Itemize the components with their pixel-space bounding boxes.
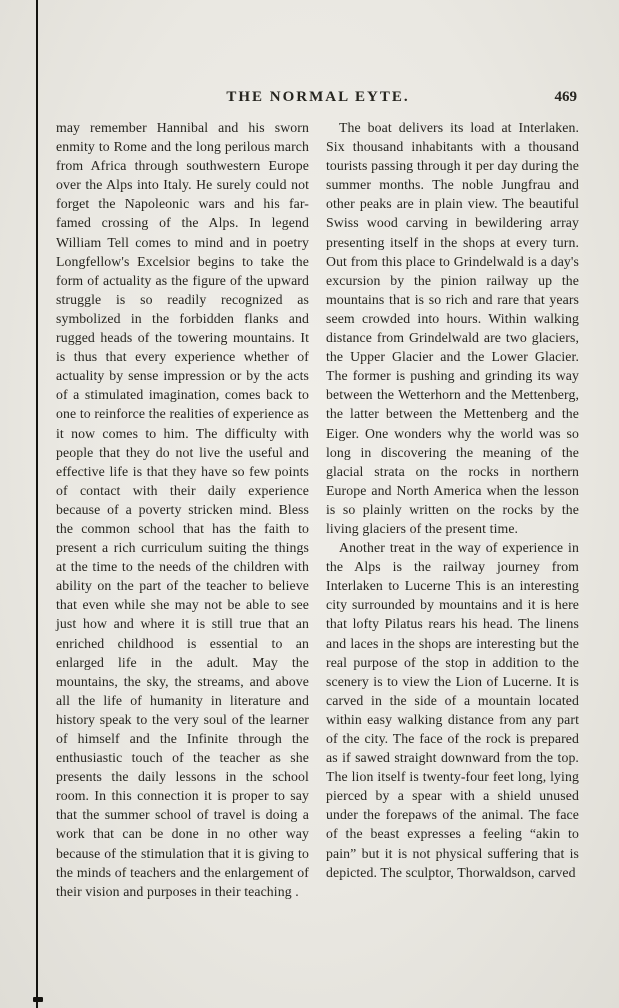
body-paragraph: may remember Hannibal and his sworn enmity to Rome and the long perilous march from Africa through southwestern Europe over the Alps into Italy. He surely could not forget the Napoleonic wars and his far-famed crossing of the Alps. In legend William Tell comes to mind and in poetry Longfellow's Excelsior begins to take the form of actuality as the figure of the upward struggle is so readily recognized as symbolized in the forbidden flanks and rugged heads of the towering mountains. It is thus that every experience whether of actuality by sense impression or by the acts of a stimulated imagination, comes back to one to reinforce the realities of experience as it now comes to him. The difficulty with people that they do not live the useful and effective life is that they have so few points of contact with their daily experience because of a poverty stricken mind. Bless the common school that has the faith to present a rich curriculum suiting the things at the time to the needs of the children with ability on the part of the teacher to believe that even while she may not be able to see just how and where it is still true that an enriched childhood is essential to an enlarged life in the adult. May the mountains, the sky, the streams, and above all the life of humanity in literature and history speak to the very soul of the learner of himself and the Infinite through the enthusiastic touch of the teacher as she presents the daily lessons in the school room. In this connection it is proper to say that the summer school of travel is doing a work that can be done in no other way because of the stimulation that it is giving to the minds of teachers and the enlargement of their vision and purposes in their teaching . (56, 120, 309, 899)
scan-border-line (36, 0, 38, 1008)
page-number: 469 (554, 89, 577, 105)
page-header (57, 89, 579, 109)
right-column (326, 118, 579, 901)
body-paragraph: The boat delivers its load at Interlaken. Six thousand inhabitants with a thousand tourists passing through it per day during the summer months. The noble Jungfrau and other peaks are in plain view. The beautiful Swiss wood carving in bewildering array presenting itself in the shops at every turn. Out from this place to Grindelwald is a day's excursion by the pinion railway up the mountains that is so rich and rare that years seem crowded into hours. Within walking distance from Grindelwald are two glaciers, the Upper Glacier and the Lower Glacier. The former is pushing and grinding its way between the Wetterhorn and the Mettenberg, the latter between the Mettenberg and the Eiger. One wonders why the world was so long in discovering the meaning of the glacial strata on the rocks in northern Europe and North America when the lesson is so plainly written on the rocks by the living glaciers of the present time. (326, 120, 579, 536)
left-column (56, 118, 309, 901)
text-columns (56, 118, 579, 901)
scan-edge-mark (33, 997, 43, 1002)
body-paragraph: Another treat in the way of experience in the Alps is the railway journey from Interlaken to Lucerne This is an interesting city surrounded by mountains and it is here that lofty Pilatus rears his head. The linens and laces in the shops are interesting but the real purpose of the stop in addition to the scenery is to view the Lion of Lucerne. It is carved in the side of a mountain located within easy walking distance from any part of the city. The face of the rock is prepared as if sawed straight downward from the top. The lion itself is twenty-four feet long, lying pierced by a spear with a shield unused under the forepaws of the animal. The face of the beast expresses a feeling “akin to pain” but it is not physical suffering that is depicted. The sculptor, Thorwaldson, carved (326, 540, 579, 880)
page-title: THE NORMAL EYTE. (226, 89, 410, 105)
